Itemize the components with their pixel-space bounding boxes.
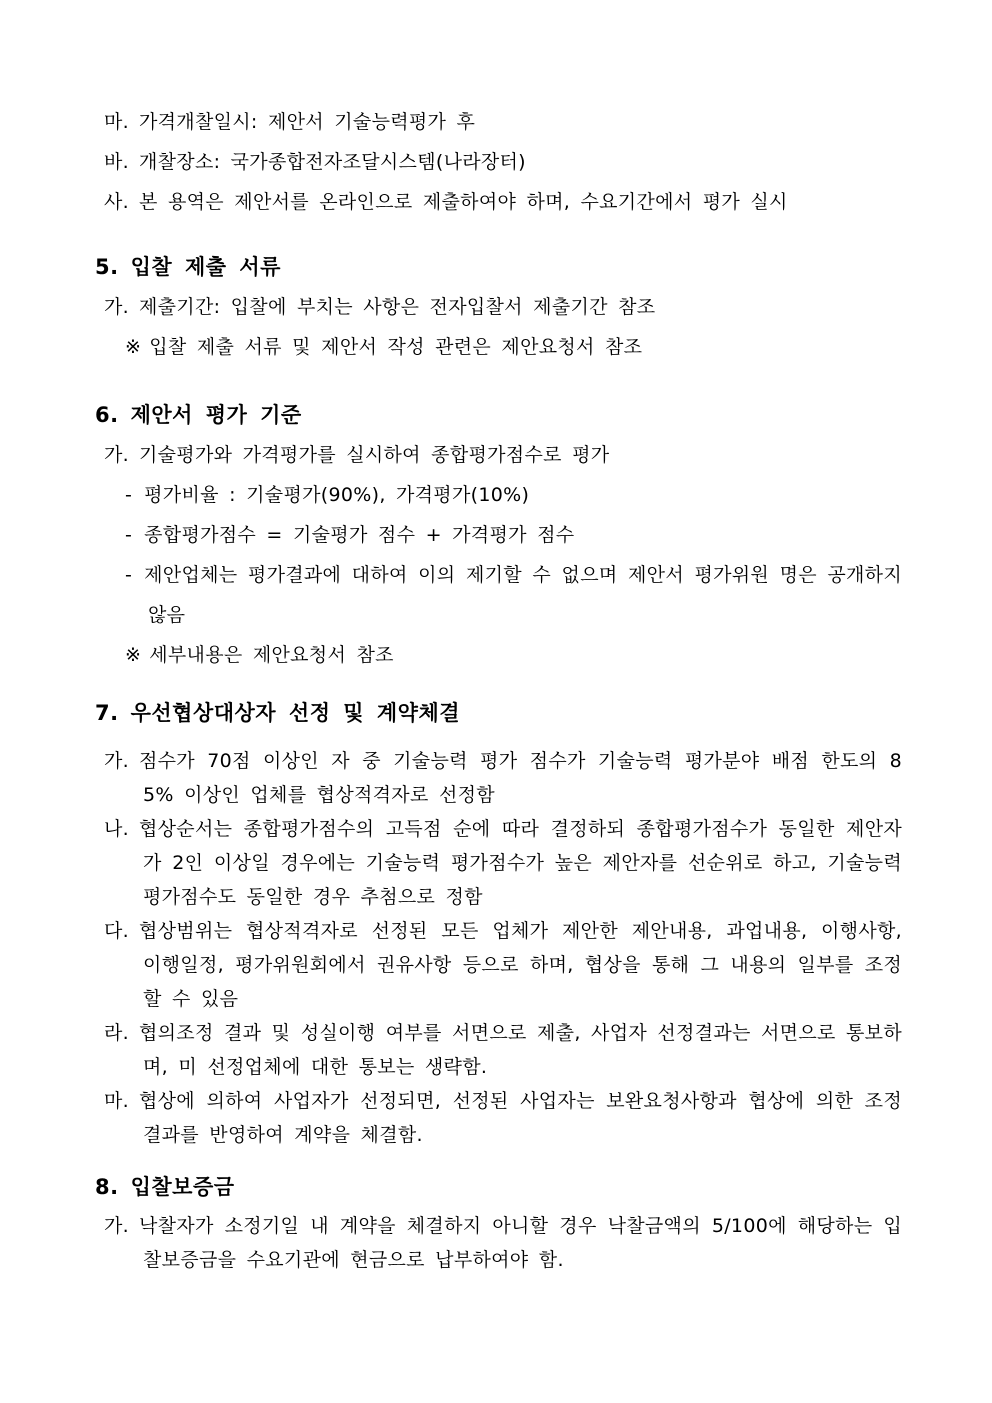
item-label: 가. xyxy=(104,444,129,466)
item-text: 가격개찰일시: 제안서 기술능력평가 후 xyxy=(139,111,476,133)
section-number: 5. xyxy=(95,255,119,279)
list-item xyxy=(95,142,902,182)
note-item xyxy=(95,635,902,675)
item-label: 가. xyxy=(104,750,129,772)
section-title: 제안서 평가 기준 xyxy=(130,403,302,427)
list-item xyxy=(95,1209,902,1277)
sub-list-item xyxy=(95,515,902,555)
item-text: 협의조정 결과 및 성실이행 여부를 서면으로 제출, 사업자 선정결과는 서면으로 통보하며, 미 선정업체에 대한 통보는 생략함. xyxy=(139,1022,902,1078)
list-item xyxy=(95,744,902,812)
list-item xyxy=(95,1016,902,1084)
item-label: 사. xyxy=(104,191,129,213)
item-text: 제출기간: 입찰에 부치는 사항은 전자입찰서 제출기간 참조 xyxy=(139,296,656,318)
list-item xyxy=(95,182,902,222)
list-item xyxy=(95,1084,902,1152)
section-heading xyxy=(95,395,902,435)
section-body xyxy=(95,1209,902,1277)
item-label: 마. xyxy=(104,1090,129,1112)
item-text: 평가비율 : 기술평가(90%), 가격평가(10%) xyxy=(144,484,530,506)
item-text: 본 용역은 제안서를 온라인으로 제출하여야 하며, 수요기간에서 평가 실시 xyxy=(139,191,788,213)
item-label: 가. xyxy=(104,296,129,318)
reference-mark: ※ xyxy=(125,644,142,666)
item-label: 바. xyxy=(104,151,129,173)
item-text: 기술평가와 가격평가를 실시하여 종합평가점수로 평가 xyxy=(139,444,610,466)
item-text: 세부내용은 제안요청서 참조 xyxy=(149,644,394,666)
sub-list-item xyxy=(95,555,902,635)
item-text: 협상범위는 협상적격자로 선정된 모든 업체가 제안한 제안내용, 과업내용, 이행사항, 이행일정, 평가위원회에서 권유사항 등으로 하며, 협상을 통해 그 내용의 일부를 조정할 수 있음 xyxy=(139,920,902,1010)
item-text: 협상순서는 종합평가점수의 고득점 순에 따라 결정하되 종합평가점수가 동일한 제안자가 2인 이상일 경우에는 기술능력 평가점수가 높은 제안자를 선순위로 하고, 기술능력 평가점수도 동일한 경우 추첨으로 정함 xyxy=(139,818,902,908)
sub-list-item xyxy=(95,475,902,515)
item-text: 종합평가점수 = 기술평가 점수 + 가격평가 점수 xyxy=(144,524,575,546)
section-heading xyxy=(95,1167,902,1207)
list-item xyxy=(95,102,902,142)
section-body xyxy=(95,287,902,367)
item-label: 마. xyxy=(104,111,129,133)
list-item xyxy=(95,287,902,327)
list-item xyxy=(95,812,902,914)
intro-list xyxy=(95,102,902,222)
dash-bullet: - xyxy=(125,564,133,586)
dash-bullet: - xyxy=(125,524,133,546)
reference-mark: ※ xyxy=(125,336,142,358)
item-text: 낙찰자가 소정기일 내 계약을 체결하지 아니할 경우 낙찰금액의 5/100에 해당하는 입찰보증금을 수요기관에 현금으로 납부하여야 함. xyxy=(139,1215,902,1271)
item-text: 제안업체는 평가결과에 대하여 이의 제기할 수 없으며 제안서 평가위원 명은 공개하지 않음 xyxy=(144,564,902,626)
section-heading xyxy=(95,693,902,733)
item-label: 가. xyxy=(104,1215,129,1237)
section-heading xyxy=(95,247,902,287)
section-body xyxy=(95,435,902,675)
section-number: 8. xyxy=(95,1175,119,1199)
section-title: 우선협상대상자 선정 및 계약체결 xyxy=(130,701,461,725)
list-item xyxy=(95,435,902,475)
item-text: 점수가 70점 이상인 자 중 기술능력 평가 점수가 기술능력 평가분야 배점 한도의 85% 이상인 업체를 협상적격자로 선정함 xyxy=(139,750,902,806)
item-label: 라. xyxy=(104,1022,129,1044)
item-label: 다. xyxy=(104,920,129,942)
list-item xyxy=(95,914,902,1016)
item-text: 입찰 제출 서류 및 제안서 작성 관련은 제안요청서 참조 xyxy=(149,336,643,358)
section-title: 입찰 제출 서류 xyxy=(130,255,281,279)
section-number: 6. xyxy=(95,403,119,427)
section-title: 입찰보증금 xyxy=(130,1175,235,1199)
dash-bullet: - xyxy=(125,484,133,506)
item-text: 협상에 의하여 사업자가 선정되면, 선정된 사업자는 보완요청사항과 협상에 의한 조정결과를 반영하여 계약을 체결함. xyxy=(139,1090,902,1146)
section-body xyxy=(95,744,902,1152)
item-text: 개찰장소: 국가종합전자조달시스템(나라장터) xyxy=(139,151,526,173)
section-number: 7. xyxy=(95,701,119,725)
item-label: 나. xyxy=(104,818,129,840)
note-item xyxy=(95,327,902,367)
